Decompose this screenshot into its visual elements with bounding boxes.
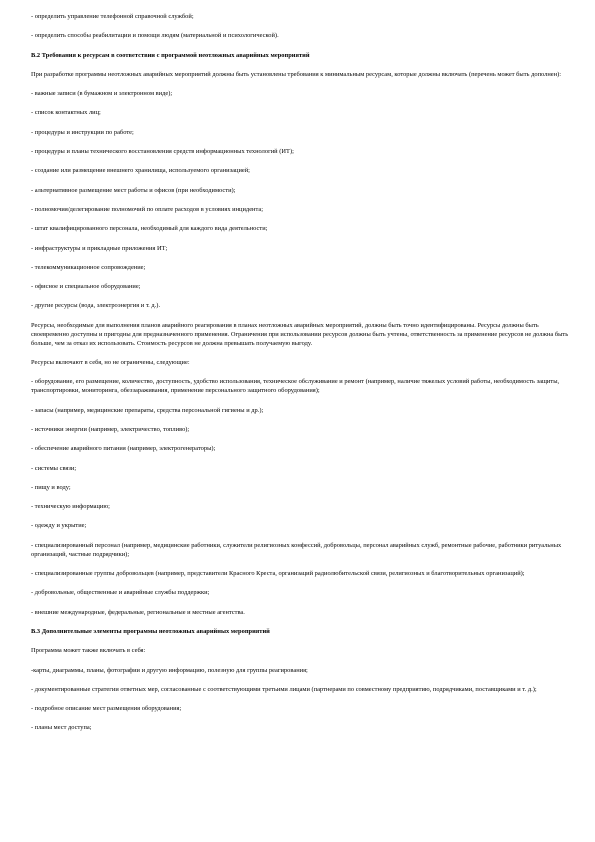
paragraph: - техническую информацию; bbox=[31, 503, 110, 511]
paragraph: - альтернативное размещение мест работы и офисов (при необходимости); bbox=[31, 186, 236, 194]
paragraph: Ресурсы включают в себя, но не ограничены, следующие: bbox=[31, 359, 190, 367]
paragraph: - процедуры и планы технического восстановления средств информационных технологий (ИТ); bbox=[31, 148, 294, 156]
paragraph: - специализированные группы добровольцев (например, представители Красного Креста, организаций радиолюбительской связи, религиозных и благотворительных организаций); bbox=[31, 570, 525, 578]
paragraph: - одежду и укрытие; bbox=[31, 522, 87, 530]
paragraph: -карты, диаграммы, планы, фотографии и другую информацию, полезную для группы реагирования; bbox=[31, 666, 308, 674]
section-heading: В.3 Дополнительные элементы программы неотложных аварийных мероприятий bbox=[31, 627, 270, 635]
paragraph: - телекоммуникационное сопровождение; bbox=[31, 263, 146, 271]
paragraph: - запасы (например, медицинские препараты, средства персональной гигиены и др.); bbox=[31, 406, 264, 414]
paragraph: - определить способы реабилитации и помощи людям (материальной и психологической). bbox=[31, 32, 279, 40]
paragraph: Ресурсы, необходимые для выполнения планов аварийного реагирования в планах неотложных аварийных мероприятий, должны быть точно идентифицированы. Ресурсы должны быть своевременно доступны и пригодны для предназначенного применения. Ограничения при использовании ресурсов должны быть учтены, ответственность за применение ресурсов не должна быть больше, чем за отказ их использовать. Стоимость ресурсов не должна превышать получаемую выгоду. bbox=[31, 321, 569, 347]
paragraph: - другие ресурсы (вода, электроэнергия и т. д.). bbox=[31, 302, 161, 310]
paragraph: - офисное и специальное оборудование; bbox=[31, 283, 141, 291]
paragraph: - подробное описание мест размещения оборудования; bbox=[31, 705, 182, 713]
paragraph: - пищу и воду; bbox=[31, 483, 71, 491]
paragraph: Программа может также включать в себя: bbox=[31, 647, 146, 655]
paragraph: - внешние международные, федеральные, региональные и местные агентства. bbox=[31, 608, 245, 616]
paragraph: - обеспечение аварийного питания (например, электрогенераторы); bbox=[31, 445, 216, 453]
paragraph: - инфраструктуры и прикладные приложения ИТ; bbox=[31, 244, 168, 252]
paragraph: - системы связи; bbox=[31, 464, 77, 472]
paragraph: - полномочия/делегирование полномочий по оплате расходов в условиях инцидента; bbox=[31, 205, 264, 213]
paragraph: - источники энергии (например, электричество, топливо); bbox=[31, 425, 190, 433]
paragraph: - документированные стратегии ответных мер, согласованные с соответствующими третьими лицами (партнерами по совместному предприятию, подрядчиками, поставщиками и т. д.); bbox=[31, 685, 537, 693]
paragraph: - список контактных лиц; bbox=[31, 109, 101, 117]
paragraph: - добровольные, общественные и аварийные службы поддержки; bbox=[31, 589, 210, 597]
paragraph: - специализированный персонал (например, медицинские работники, служители религиозных конфессий, добровольцы, персонал аварийных служб, ремонтные рабочие, работники ритуальных организаций, частные подрядчики); bbox=[31, 541, 562, 558]
paragraph: - важные записи (в бумажном и электронном виде); bbox=[31, 90, 173, 98]
paragraph: - определить управление телефонной справочной службой; bbox=[31, 13, 194, 20]
paragraph: - оборудование, его размещение, количество, доступность, удобство использования, техническое обслуживание и ремонт (например, наличие тяжелых условий работы, необходимость защиты, транспортировки, мониторинга, обеззараживания, применение персонального защитного оборудования); bbox=[31, 378, 560, 395]
paragraph: При разработке программы неотложных аварийных мероприятий должны быть установлены требования к минимальным ресурсам, которые должны включать (перечень может быть дополнен): bbox=[31, 70, 562, 78]
paragraph: - создание или размещение внешнего хранилища, используемого организацией; bbox=[31, 167, 250, 175]
paragraph: - штат квалифицированного персонала, необходимый для каждого вида деятельности; bbox=[31, 225, 268, 233]
section-heading: В.2 Требования к ресурсам в соответствии с программой неотложных аварийных мероприятий bbox=[31, 51, 310, 59]
paragraph: - планы мест доступа; bbox=[31, 724, 92, 732]
paragraph: - процедуры и инструкции по работе; bbox=[31, 128, 134, 136]
